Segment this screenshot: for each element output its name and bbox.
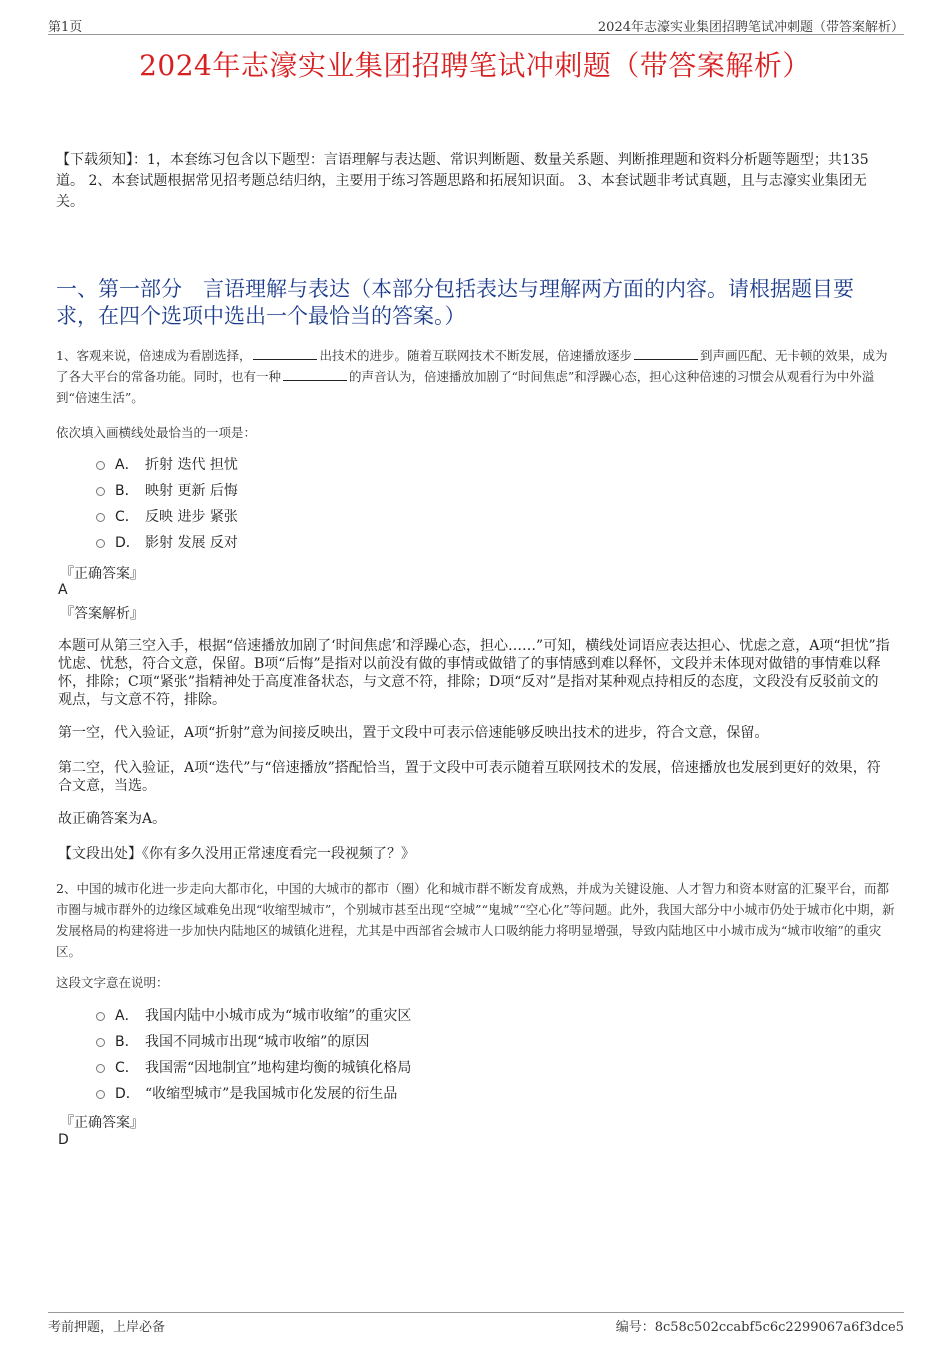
q1-blank-1 [253, 349, 317, 360]
radio-icon[interactable] [96, 513, 105, 522]
q1-part4: 的声音认为，倍速播放加剧了“时间焦虑”和浮躁心态，担心这种倍速的习惯会从观看行为中外溢到“倍速生活”。 [56, 369, 875, 405]
q1-blank-3 [283, 370, 347, 381]
q2-option-c[interactable]: C． 我国需“因地制宜”地构建均衡的城镇化格局 [96, 1055, 411, 1081]
q1-option-a[interactable]: A． 折射 迭代 担忧 [96, 452, 238, 478]
footer-slogan: 考前押题，上岸必备 [48, 1320, 166, 1335]
page-header [48, 14, 904, 35]
page-number: 第1页 [48, 20, 83, 35]
q1-explanation-1: 本题可从第三空入手，根据“倍速播放加剧了‘时间焦虑’和浮躁心态，担心……”可知，横线处词语应表达担心、忧虑之意，A项“担忧”指忧虑、忧愁，符合文意，保留。B项“后悔”是指对以前没有做的事情或做错了的事情感到难以释怀，文段并未体现对做错的事情难以释怀，排除；C项“紧张”指精神处于高度准备状态，与文意不符，排除；D项“反对”是指对某种观点持相反的态度，文段没有反驳前文的观点，与文意不符，排除。 [58, 638, 890, 708]
question-2-options [96, 1003, 411, 1107]
q1-correct-label: 『正确答案』 [60, 566, 144, 582]
q2-option-d[interactable]: D． “收缩型城市”是我国城市化发展的衍生品 [96, 1081, 411, 1107]
q1-answer: A [58, 582, 68, 598]
question-1-prompt: 依次填入画横线处最恰当的一项是： [56, 425, 257, 440]
q1-blank-2 [634, 349, 698, 360]
q1-explanation-3: 第二空，代入验证，A项“迭代”与“倍速播放”搭配恰当，置于文段中可表示随着互联网技术的发展，倍速播放也发展到更好的效果，符合文意，当选。 [58, 760, 881, 794]
q2-answer: D [58, 1132, 69, 1148]
radio-icon[interactable] [96, 1038, 105, 1047]
radio-icon[interactable] [96, 1090, 105, 1099]
footer-serial: 编号：8c58c502ccabf5c6c2299067a6f3dce5 [615, 1320, 904, 1335]
radio-icon[interactable] [96, 461, 105, 470]
q2-correct-label: 『正确答案』 [60, 1115, 144, 1131]
document-title: 2024年志濠实业集团招聘笔试冲刺题（带答案解析） [139, 49, 811, 82]
q1-option-d[interactable]: D． 影射 发展 反对 [96, 530, 238, 556]
q1-part1: 1、客观来说，倍速成为看剧选择， [56, 348, 252, 363]
radio-icon[interactable] [96, 1064, 105, 1073]
question-1-text [56, 345, 896, 408]
radio-icon[interactable] [96, 1012, 105, 1021]
q1-option-b[interactable]: B． 映射 更新 后悔 [96, 478, 238, 504]
radio-icon[interactable] [96, 487, 105, 496]
question-1-options [96, 452, 238, 556]
q2-option-b[interactable]: B． 我国不同城市出现“城市收缩”的原因 [96, 1029, 411, 1055]
q1-explanation-2: 第一空，代入验证，A项“折射”意为间接反映出，置于文段中可表示倍速能够反映出技术的进步，符合文意，保留。 [58, 725, 769, 741]
q1-option-c[interactable]: C． 反映 进步 紧张 [96, 504, 238, 530]
question-2-prompt: 这段文字意在说明： [56, 975, 169, 990]
q1-part3: 到声画匹配、无卡顿的效果，成为了各大平台的常备功能。同时，也有一种 [56, 348, 888, 384]
q1-source: 【文段出处】《你有多久没用正常速度看完一段视频了？》 [58, 846, 415, 862]
radio-icon[interactable] [96, 539, 105, 548]
header-doc-title: 2024年志濠实业集团招聘笔试冲刺题（带答案解析） [597, 20, 904, 35]
q1-explanation-4: 故正确答案为A。 [58, 811, 167, 827]
q2-option-a[interactable]: A． 我国内陆中小城市成为“城市收缩”的重灾区 [96, 1003, 411, 1029]
q1-analysis-label: 『答案解析』 [60, 606, 144, 622]
section-heading: 一、第一部分 言语理解与表达（本部分包括表达与理解两方面的内容。请根据题目要求，在四个选项中选出一个最恰当的答案。） [56, 277, 854, 328]
page-footer [48, 1312, 904, 1335]
question-2-text: 2、中国的城市化进一步走向大都市化，中国的大城市的都市（圈）化和城市群不断发育成熟，并成为关键设施、人才智力和资本财富的汇聚平台，而都市圈与城市群外的边缘区域难免出现“收缩型城市”，个别城市甚至出现“空城”“鬼城”“空心化”等问题。此外，我国大部分中小城市仍处于城市化中期，新发展格局的构建将进一步加快内陆地区的城镇化进程，尤其是中西部省会城市人口吸纳能力将明显增强，导致内陆地区中小城市成为“城市收缩”的重灾区。 [56, 881, 895, 959]
download-notice: 【下载须知】：1，本套练习包含以下题型：言语理解与表达题、常识判断题、数量关系题、判断推理题和资料分析题等题型；共135道。 2、本套试题根据常见招考题总结归纳，主要用于练习答题思路和拓展知识面。 3、本套试题非考试真题，且与志濠实业集团无关。 [56, 152, 869, 210]
q1-part2: 出技术的进步。随着互联网技术不断发展，倍速播放逐步 [319, 348, 632, 363]
